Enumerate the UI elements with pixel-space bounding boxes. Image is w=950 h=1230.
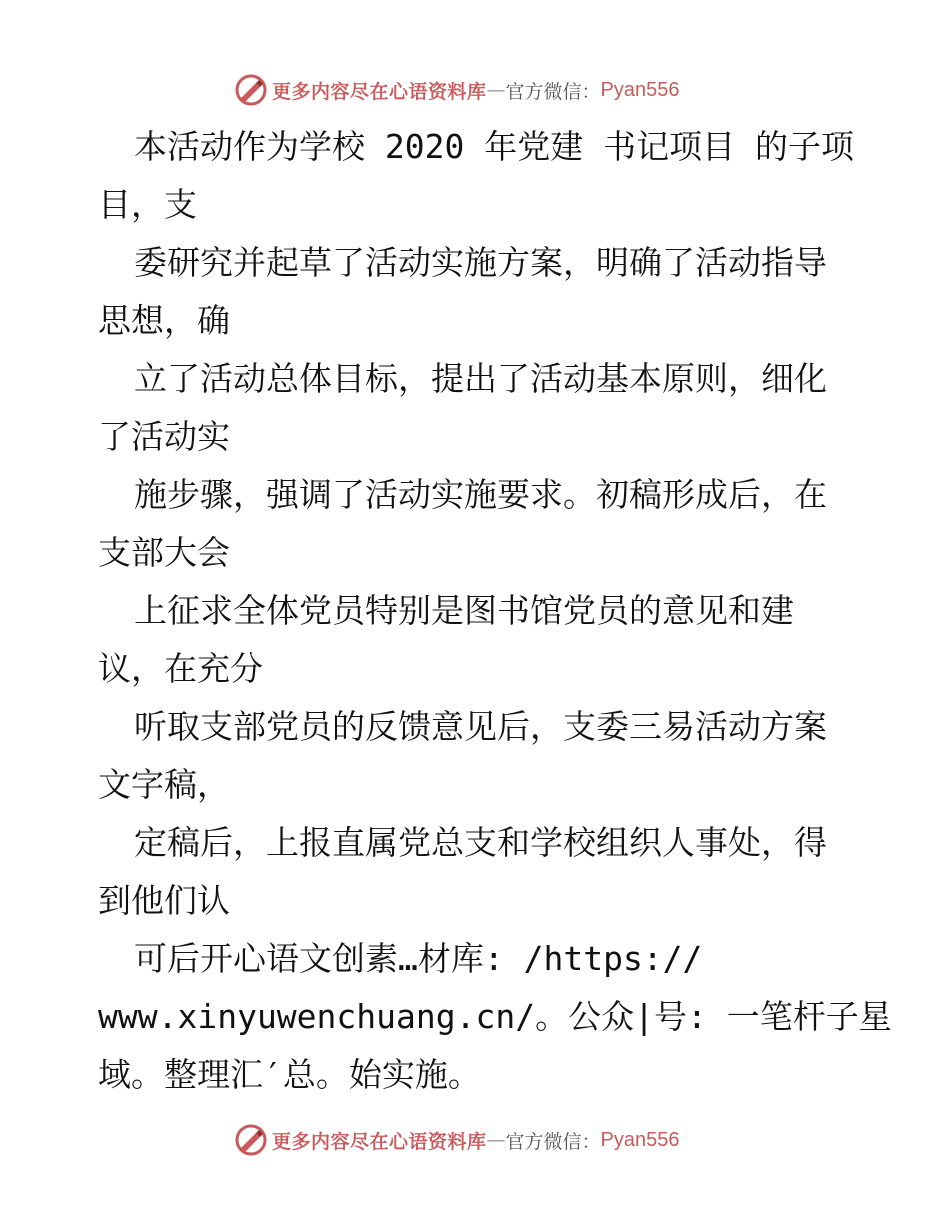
pen-circle-logo-icon [234,73,268,107]
pen-circle-logo-icon [234,1123,268,1157]
watermark-site-text: 更多内容尽在心语资料库 [272,80,487,103]
watermark-wechat-id: Pyan556 [600,78,680,101]
text-line: 思想，确 [98,301,230,340]
body-text [98,118,892,1104]
text-line: 定稿后，上报直属党总支和学校组织人事处，得 [134,823,827,862]
text-line: 本活动作为学校 2020 年党建 书记项目 的子项 [134,127,854,166]
text-line: 委研究并起草了活动实施方案，明确了活动指导 [134,243,827,282]
watermark-separator: — [486,79,506,101]
footer-watermark [234,1122,680,1158]
watermark-separator: — [486,1129,506,1151]
text-line: 上征求全体党员特别是图书馆党员的意见和建 [134,591,794,630]
watermark-wechat-id: Pyan556 [600,1128,680,1151]
text-line: 域。整理汇′总。始实施。 [98,1055,481,1094]
text-line: 目，支 [98,185,197,224]
text-line: www.xinyuwenchuang.cn/。公众|号: 一笔杆子星 [98,997,892,1036]
text-line: 施步骤，强调了活动实施要求。初稿形成后，在 [134,475,827,514]
watermark-site-text: 更多内容尽在心语资料库 [272,1130,487,1153]
watermark-wechat-label: 官方微信： [505,1130,601,1153]
text-line: 听取支部党员的反馈意见后，支委三易活动方案 [134,707,827,746]
header-watermark [234,72,680,108]
watermark-wechat-label: 官方微信： [505,80,601,103]
text-line: 立了活动总体目标，提出了活动基本原则，细化 [134,359,827,398]
text-line: 文字稿， [98,765,230,804]
text-line: 议，在充分 [98,649,263,688]
text-line: 可后开心语文创素…材库: /https:// [134,939,703,978]
text-line: 支部大会 [98,533,230,572]
text-line: 到他们认 [98,881,230,920]
text-line: 了活动实 [98,417,230,456]
